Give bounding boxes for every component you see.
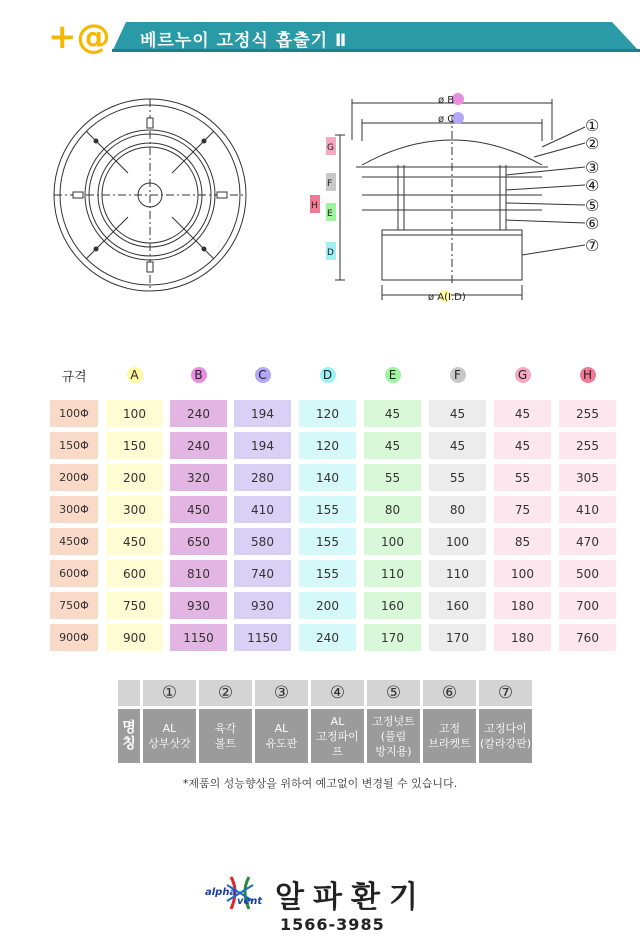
spec-cell-e: 110 [364, 560, 421, 587]
spec-cell-f: 45 [429, 432, 486, 459]
spec-cell-e: 45 [364, 400, 421, 427]
spec-cell-g: 45 [494, 432, 551, 459]
spec-header-d-badge: D [320, 367, 336, 383]
spec-cell-g: 180 [494, 592, 551, 619]
spec-cell-h: 255 [559, 400, 616, 427]
spec-header-e-badge: E [385, 367, 401, 383]
dim-d-label: D [327, 248, 334, 258]
page-title: 베르누이 고정식 흡출기 Ⅱ [140, 31, 348, 51]
spec-cell-f: 110 [429, 560, 486, 587]
spec-row-size: 900Φ [50, 624, 98, 651]
part-number-6: ⑥ [423, 680, 476, 706]
part-name-3: AL 유도판 [255, 709, 308, 763]
dim-g-label: G [327, 143, 334, 153]
part-marker-7: ⑦ [585, 236, 600, 255]
spec-header-e [364, 364, 421, 386]
part-number-3: ③ [255, 680, 308, 706]
logo-plus-at: +@ [48, 17, 111, 57]
technical-drawing [40, 85, 620, 315]
spec-cell-a: 100 [106, 400, 163, 427]
parts-corner [118, 680, 140, 706]
spec-cell-b: 240 [170, 400, 227, 427]
spec-cell-a: 900 [106, 624, 163, 651]
spec-cell-b: 240 [170, 432, 227, 459]
spec-row-size: 200Φ [50, 464, 98, 491]
spec-cell-b: 320 [170, 464, 227, 491]
spec-cell-e: 170 [364, 624, 421, 651]
spec-cell-a: 750 [106, 592, 163, 619]
spec-cell-h: 760 [559, 624, 616, 651]
part-number-5: ⑤ [367, 680, 420, 706]
part-marker-2: ② [585, 134, 600, 153]
spec-cell-b: 810 [170, 560, 227, 587]
dim-h-label: H [311, 201, 318, 211]
dim-b-label: ø B [438, 95, 455, 106]
spec-header-g-badge: G [515, 367, 531, 383]
spec-cell-b: 650 [170, 528, 227, 555]
company-name: 알파환기 [275, 880, 427, 915]
spec-cell-f: 160 [429, 592, 486, 619]
spec-cell-c: 194 [234, 400, 291, 427]
spec-cell-g: 75 [494, 496, 551, 523]
spec-cell-e: 55 [364, 464, 421, 491]
spec-cell-a: 600 [106, 560, 163, 587]
spec-header-b [170, 364, 227, 386]
spec-cell-f: 80 [429, 496, 486, 523]
spec-header-h [559, 364, 616, 386]
spec-cell-f: 55 [429, 464, 486, 491]
spec-cell-f: 170 [429, 624, 486, 651]
part-name-7: 고정다이 (칼라강판) [479, 709, 532, 763]
part-name-2: 육각 볼트 [199, 709, 252, 763]
spec-cell-c: 580 [234, 528, 291, 555]
spec-cell-a: 300 [106, 496, 163, 523]
spec-cell-c: 740 [234, 560, 291, 587]
spec-cell-h: 410 [559, 496, 616, 523]
spec-cell-h: 700 [559, 592, 616, 619]
part-name-5: 고정넛트 (풀림 방지용) [367, 709, 420, 763]
spec-cell-d: 120 [299, 432, 356, 459]
part-marker-6: ⑥ [585, 214, 600, 233]
spec-cell-e: 100 [364, 528, 421, 555]
spec-cell-g: 100 [494, 560, 551, 587]
spec-cell-c: 930 [234, 592, 291, 619]
spec-cell-h: 305 [559, 464, 616, 491]
part-marker-4: ④ [585, 176, 600, 195]
spec-cell-d: 240 [299, 624, 356, 651]
part-name-1: AL 상부삿갓 [143, 709, 196, 763]
spec-row-size: 300Φ [50, 496, 98, 523]
spec-cell-b: 450 [170, 496, 227, 523]
spec-cell-d: 200 [299, 592, 356, 619]
spec-cell-h: 470 [559, 528, 616, 555]
spec-header-b-badge: B [191, 367, 207, 383]
spec-cell-b: 1150 [170, 624, 227, 651]
plan-view [54, 99, 246, 291]
spec-header-f [429, 364, 486, 386]
spec-cell-g: 55 [494, 464, 551, 491]
phone-number: 1566-3985 [280, 915, 385, 934]
part-marker-1: ① [585, 116, 600, 135]
spec-header-c [234, 364, 291, 386]
spec-cell-g: 85 [494, 528, 551, 555]
spec-header-label: 규격 [61, 369, 87, 385]
spec-header-c-badge: C [255, 367, 271, 383]
spec-header-g [494, 364, 551, 386]
spec-cell-d: 155 [299, 528, 356, 555]
spec-cell-d: 155 [299, 560, 356, 587]
part-name-6: 고정 브라켓트 [423, 709, 476, 763]
alphavent-logo [205, 873, 275, 913]
spec-row-size: 750Φ [50, 592, 98, 619]
spec-cell-e: 160 [364, 592, 421, 619]
spec-header-a [106, 364, 163, 386]
spec-row-size: 600Φ [50, 560, 98, 587]
spec-cell-d: 155 [299, 496, 356, 523]
spec-row-size: 450Φ [50, 528, 98, 555]
spec-cell-h: 500 [559, 560, 616, 587]
spec-header-f-badge: F [450, 367, 466, 383]
dim-e-label: E [327, 209, 333, 219]
spec-cell-c: 410 [234, 496, 291, 523]
spec-cell-d: 120 [299, 400, 356, 427]
spec-cell-d: 140 [299, 464, 356, 491]
brand-logo-mark [48, 14, 111, 57]
spec-cell-a: 450 [106, 528, 163, 555]
dim-f-label: F [327, 179, 333, 189]
spec-cell-f: 100 [429, 528, 486, 555]
part-number-7: ⑦ [479, 680, 532, 706]
spec-row-size: 150Φ [50, 432, 98, 459]
spec-cell-f: 45 [429, 400, 486, 427]
dim-c-label: ø C [438, 114, 455, 125]
part-number-2: ② [199, 680, 252, 706]
spec-cell-c: 1150 [234, 624, 291, 651]
spec-cell-g: 180 [494, 624, 551, 651]
logo-alpha-text: alpha [205, 887, 237, 898]
part-number-4: ④ [311, 680, 364, 706]
spec-cell-c: 280 [234, 464, 291, 491]
part-marker-3: ③ [585, 158, 600, 177]
spec-cell-a: 200 [106, 464, 163, 491]
part-name-4: AL 고정파이프 [311, 709, 364, 763]
part-number-1: ① [143, 680, 196, 706]
spec-cell-b: 930 [170, 592, 227, 619]
spec-cell-e: 45 [364, 432, 421, 459]
spec-cell-c: 194 [234, 432, 291, 459]
spec-cell-a: 150 [106, 432, 163, 459]
logo-vent-text: vent [237, 896, 263, 907]
dim-a-label: ø A(I.D) [428, 292, 466, 303]
spec-header-d [299, 364, 356, 386]
spec-cell-e: 80 [364, 496, 421, 523]
part-marker-5: ⑤ [585, 196, 600, 215]
spec-cell-h: 255 [559, 432, 616, 459]
spec-row-size: 100Φ [50, 400, 98, 427]
parts-header-label: 명 칭 [118, 709, 140, 763]
notice-text: *제품의 성능향상을 위하여 예고없이 변경될 수 있습니다. [182, 777, 458, 790]
spec-header-h-badge: H [580, 367, 596, 383]
spec-cell-g: 45 [494, 400, 551, 427]
spec-header-a-badge: A [127, 367, 143, 383]
side-view [335, 99, 585, 300]
